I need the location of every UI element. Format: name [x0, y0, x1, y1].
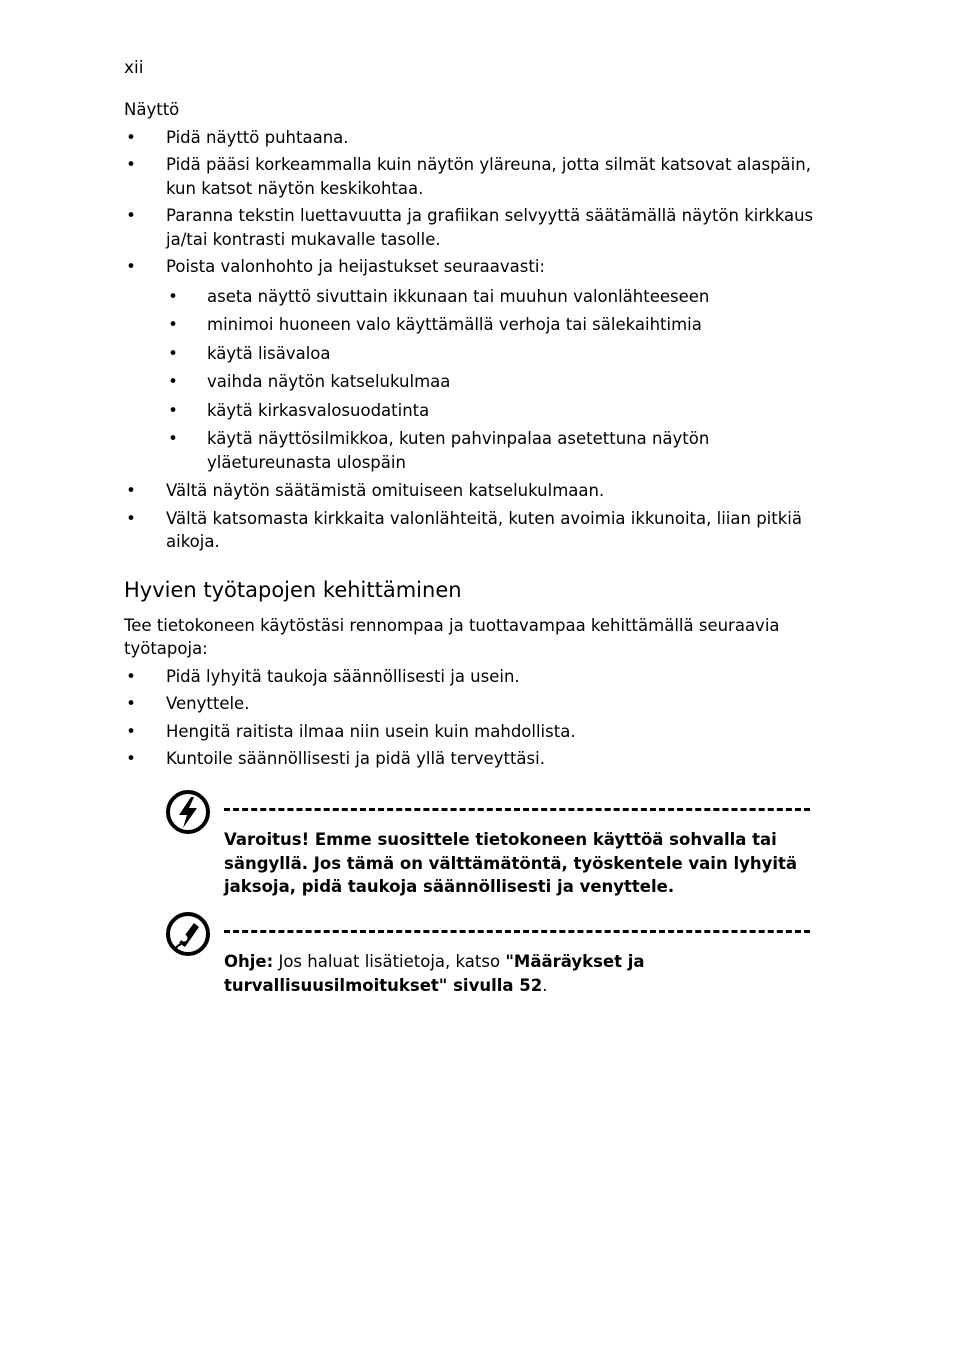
list-item: • vaihda näytön katselukulmaa — [124, 370, 814, 394]
display-list — [124, 126, 814, 554]
bullet: • — [126, 508, 136, 528]
habits-list — [124, 665, 814, 771]
bullet: • — [126, 155, 136, 174]
bullet: • — [168, 343, 178, 363]
list-item: • käytä näyttösilmikkoa, kuten pahvinpalaa asetettuna näytön yläetureunasta ulospäin — [124, 427, 814, 474]
bullet: • — [168, 400, 178, 420]
bullet: • — [126, 257, 136, 276]
dashed-divider — [224, 808, 810, 811]
warning-text: Varoitus! Emme suosittele tietokoneen käyttöä sohvalla tai sängyllä. Jos tämä on välttämätöntä, työskentele vain lyhyitä jaksoja, pidä taukoja säännöllisesti ja venyttele. — [224, 830, 798, 896]
section-subheading: Näyttö — [124, 100, 180, 119]
list-item: • käytä kirkasvalosuodatinta — [124, 399, 814, 423]
warning-icon — [164, 788, 212, 836]
bullet: • — [126, 721, 136, 741]
bullet: • — [126, 749, 136, 768]
cross-reference-link[interactable]: "Määräykset ja turvallisuusilmoitukset" sivulla 52 — [224, 952, 645, 995]
note-text: Ohje: Jos haluat lisätietoja, katso "Määräykset ja turvallisuusilmoitukset" sivulla 52. — [224, 952, 645, 995]
list-item: • Poista valonhohto ja heijastukset seuraavasti: • aseta näyttö sivuttain ikkunaan tai muuhun valonlähteeseen • minimoi huoneen valo käyttämällä verhoja tai sälekaihtimia • käytä lisävaloa • vaihda näytön katselukulmaa • käytä kirkasvalosuodatinta • käytä näyttösilmikkoa, kuten pahvinpalaa asetettuna näytön yläetureunasta ulospäin — [124, 255, 814, 474]
bullet: • — [126, 206, 136, 225]
list-item: • käytä lisävaloa — [124, 342, 814, 366]
bullet: • — [168, 429, 178, 448]
list-item: • Hengitä raitista ilmaa niin usein kuin mahdollista. — [124, 720, 814, 744]
page-content — [124, 98, 814, 775]
page-number: xii — [124, 58, 144, 78]
section-intro: Tee tietokoneen käytöstäsi rennompaa ja tuottavampaa kehittämällä seuraavia työtapoja: — [124, 615, 780, 658]
list-item: • aseta näyttö sivuttain ikkunaan tai muuhun valonlähteeseen — [124, 285, 814, 309]
bullet: • — [126, 481, 136, 500]
bullet: • — [126, 666, 136, 686]
list-item: • Pidä pääsi korkeammalla kuin näytön yläreuna, jotta silmät katsovat alaspäin, kun katsot näytön keskikohtaa. — [124, 153, 814, 200]
list-item: • minimoi huoneen valo käyttämällä verhoja tai sälekaihtimia — [124, 313, 814, 337]
bullet: • — [168, 372, 178, 391]
bullet: • — [168, 315, 178, 334]
list-item: • Pidä lyhyitä taukoja säännöllisesti ja usein. — [124, 665, 814, 689]
glare-list — [124, 285, 814, 475]
list-item: • Venyttele. — [124, 692, 814, 716]
bullet: • — [126, 694, 136, 713]
dashed-divider — [224, 930, 810, 933]
note-label: Ohje: — [224, 952, 274, 971]
list-item: • Paranna tekstin luettavuutta ja grafiikan selvyyttä säätämällä näytön kirkkaus ja/tai kontrasti mukavalle tasolle. — [124, 204, 814, 251]
list-item: • Kuntoile säännöllisesti ja pidä yllä terveyttäsi. — [124, 747, 814, 771]
list-item: • Vältä näytön säätämistä omituiseen katselukulmaan. — [124, 479, 814, 503]
bullet: • — [126, 127, 136, 147]
list-item: • Pidä näyttö puhtaana. — [124, 126, 814, 150]
list-item: • Vältä katsomasta kirkkaita valonlähteitä, kuten avoimia ikkunoita, liian pitkiä aikoja. — [124, 507, 814, 554]
bullet: • — [168, 286, 178, 306]
section-title: Hyvien työtapojen kehittäminen — [124, 577, 462, 602]
note-icon — [164, 910, 212, 958]
